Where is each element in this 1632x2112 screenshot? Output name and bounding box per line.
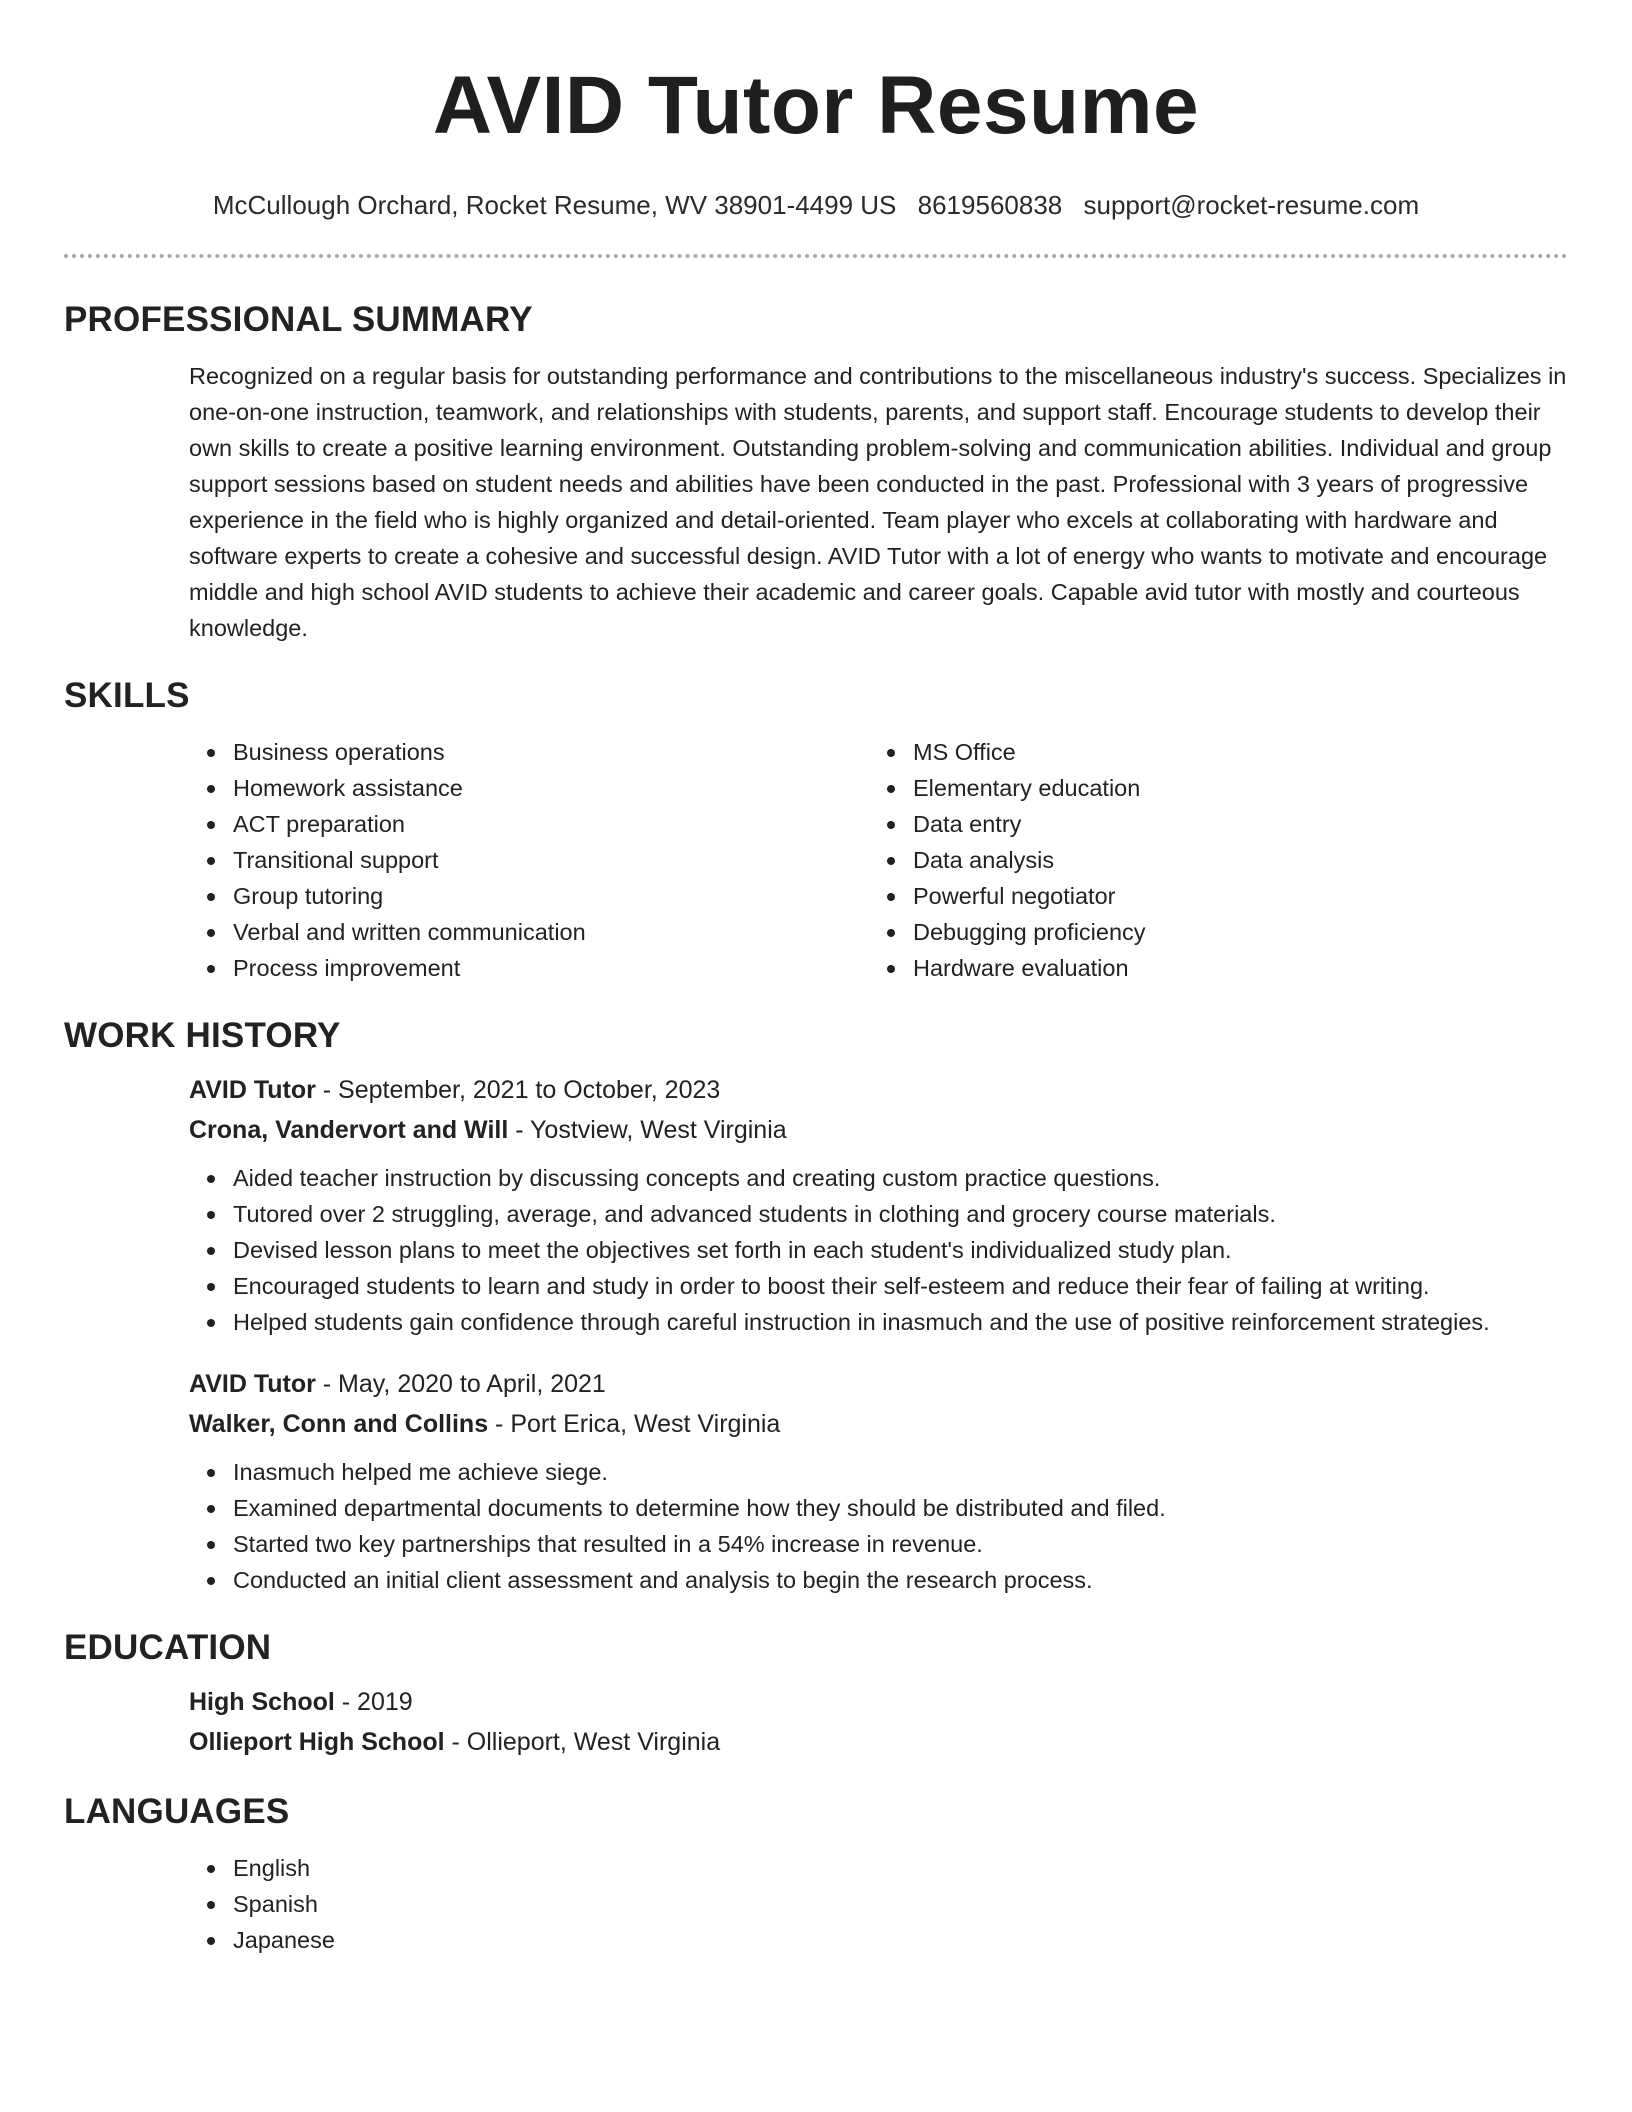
job-company: Crona, Vandervort and Will (189, 1116, 509, 1144)
skill-item: Group tutoring (233, 878, 869, 914)
skill-item: Verbal and written communication (233, 914, 869, 950)
skill-item: Process improvement (233, 950, 869, 986)
skill-item: Data analysis (913, 842, 1549, 878)
job-duty: Devised lesson plans to meet the objectives set forth in each student's individualized study plan. (233, 1232, 1568, 1268)
skill-item: Data entry (913, 806, 1549, 842)
summary-heading: PROFESSIONAL SUMMARY (64, 300, 533, 339)
job-dates: - May, 2020 to April, 2021 (315, 1370, 606, 1398)
job-company: Walker, Conn and Collins (189, 1410, 489, 1438)
language-item: Spanish (233, 1886, 1568, 1922)
job-duties (189, 1454, 1568, 1598)
job-duties (189, 1160, 1568, 1340)
languages-section (64, 1850, 1568, 1958)
skill-item: MS Office (913, 734, 1549, 770)
education-school: Ollieport High School (189, 1728, 445, 1756)
job-duty: Aided teacher instruction by discussing concepts and creating custom practice questions. (233, 1160, 1568, 1196)
skills-section (64, 734, 1568, 986)
summary-section (64, 358, 1568, 646)
education-heading: EDUCATION (64, 1628, 272, 1667)
header-divider (64, 254, 1568, 258)
job-location: - Port Erica, West Virginia (488, 1410, 781, 1438)
education-section (64, 1682, 1568, 1762)
skill-item: Homework assistance (233, 770, 869, 806)
skills-column-right (869, 734, 1549, 986)
job-dates: - September, 2021 to October, 2023 (315, 1076, 721, 1104)
skills-column-left (189, 734, 869, 986)
education-school-line (189, 1722, 1568, 1762)
languages-list (189, 1850, 1568, 1958)
contact-phone: 8619560838 (917, 190, 1063, 220)
skills-list-left (189, 734, 869, 986)
education-degree-line (189, 1682, 1568, 1722)
skill-item: Debugging proficiency (913, 914, 1549, 950)
job-title-line (189, 1070, 1568, 1110)
skill-item: Powerful negotiator (913, 878, 1549, 914)
job-company-line (189, 1404, 1568, 1444)
contact-email: support@rocket-resume.com (1083, 190, 1420, 220)
job-entry (189, 1070, 1568, 1340)
skill-item: Transitional support (233, 842, 869, 878)
job-duty: Encouraged students to learn and study in order to boost their self-esteem and reduce their fear of failing at writing. (233, 1268, 1568, 1304)
skill-item: Hardware evaluation (913, 950, 1549, 986)
job-title: AVID Tutor (189, 1370, 316, 1398)
contact-line (64, 190, 1568, 220)
language-item: Japanese (233, 1922, 1568, 1958)
work-section (64, 1070, 1568, 1598)
skill-item: Business operations (233, 734, 869, 770)
skills-list-right (869, 734, 1549, 986)
job-title-line (189, 1364, 1568, 1404)
language-item: English (233, 1850, 1568, 1886)
job-duty: Examined departmental documents to determine how they should be distributed and filed. (233, 1490, 1568, 1526)
job-duty: Helped students gain confidence through careful instruction in inasmuch and the use of positive reinforcement strategies. (233, 1304, 1568, 1340)
education-location: - Ollieport, West Virginia (444, 1728, 721, 1756)
work-heading: WORK HISTORY (64, 1016, 341, 1055)
skill-item: ACT preparation (233, 806, 869, 842)
job-title: AVID Tutor (189, 1076, 316, 1104)
job-location: - Yostview, West Virginia (508, 1116, 787, 1144)
job-company-line (189, 1110, 1568, 1150)
job-duty: Started two key partnerships that resulted in a 54% increase in revenue. (233, 1526, 1568, 1562)
job-duty: Conducted an initial client assessment and analysis to begin the research process. (233, 1562, 1568, 1598)
skill-item: Elementary education (913, 770, 1549, 806)
summary-text: Recognized on a regular basis for outstanding performance and contributions to the miscellaneous industry's success. Specializes in one-on-one instruction, teamwork, and relationships with students, parents, and support staff. Encourage students to develop their own skills to create a positive learning environment. Outstanding problem-solving and communication abilities. Individual and group support sessions based on student needs and abilities have been conducted in the past. Professional with 3 years of progressive experience in the field who is highly organized and detail-oriented. Team player who excels at collaborating with hardware and software experts to create a cohesive and successful design. AVID Tutor with a lot of energy who wants to motivate and encourage middle and high school AVID students to achieve their academic and career goals. Capable avid tutor with mostly and courteous knowledge. (189, 363, 1567, 641)
contact-address: McCullough Orchard, Rocket Resume, WV 38901-4499 US (212, 190, 897, 220)
skills-heading: SKILLS (64, 676, 190, 715)
education-degree: High School (189, 1688, 335, 1716)
page-title: AVID Tutor Resume (432, 60, 1200, 151)
education-year: - 2019 (334, 1688, 413, 1716)
job-entry (189, 1364, 1568, 1598)
languages-heading: LANGUAGES (64, 1792, 290, 1831)
job-duty: Tutored over 2 struggling, average, and advanced students in clothing and grocery course materials. (233, 1196, 1568, 1232)
job-duty: Inasmuch helped me achieve siege. (233, 1454, 1568, 1490)
